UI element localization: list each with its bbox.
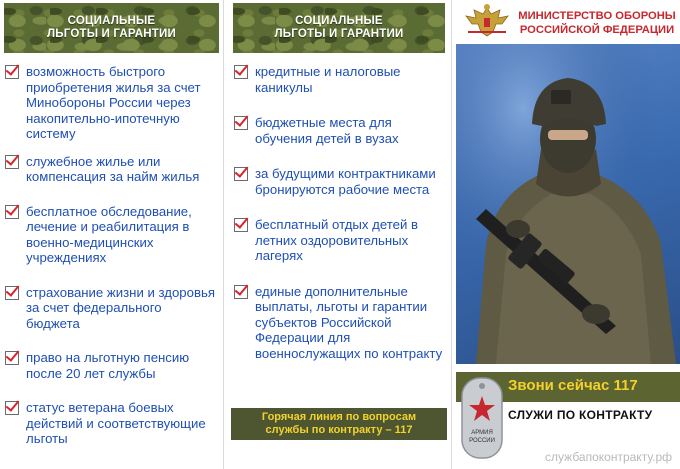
list-item — [233, 166, 447, 197]
item-text: кредитные и налоговые каникулы — [255, 64, 401, 95]
list-item — [4, 350, 219, 381]
header-line-1: СОЦИАЛЬНЫЕ — [295, 15, 383, 27]
checkbox-checked-icon — [5, 351, 19, 365]
item-text: за будущими контрактниками бронируются рабочие места — [255, 166, 436, 197]
benefits-list-2 — [233, 64, 447, 381]
item-text: единые дополнительные выплаты, льготы и гарантии субъектов Российской Федерации для военнослужащих по контракту — [255, 283, 443, 361]
item-text: бесплатный отдых детей в летних оздоровительных лагерях — [255, 217, 418, 263]
list-item — [4, 285, 219, 332]
hotline-line-2: службы по контракту – 117 — [265, 424, 413, 436]
benefits-list-1 — [4, 64, 219, 466]
checkbox-checked-icon — [5, 155, 19, 169]
item-text: возможность быстрого приобретения жилья за счет Минобороны России через накопительно-ипотечную систему — [26, 64, 201, 141]
checkbox-checked-icon — [234, 167, 248, 181]
item-text: статус ветерана боевых действий и соответствующие льготы — [26, 400, 206, 446]
list-item — [4, 64, 219, 142]
list-item — [233, 284, 447, 362]
checkbox-checked-icon — [234, 65, 248, 79]
list-item — [4, 204, 219, 266]
hotline-line-1: Горячая линия по вопросам — [261, 411, 417, 423]
cover-panel — [456, 0, 680, 469]
serve-contract-text: СЛУЖИ ПО КОНТРАКТУ — [508, 408, 653, 422]
double-headed-eagle-icon — [462, 2, 512, 42]
item-text: страхование жизни и здоровья за счет федерального бюджета — [26, 284, 215, 331]
ministry-header — [456, 0, 680, 44]
checkbox-checked-icon — [5, 205, 19, 219]
header-line-1: СОЦИАЛЬНЫЕ — [67, 15, 156, 27]
item-text: служебное жилье или компенсация за найм жилья — [26, 153, 200, 184]
army-dog-tag-icon — [458, 374, 506, 462]
column-2-header — [233, 3, 445, 53]
list-item — [4, 154, 219, 185]
tag-text-russia: РОССИИ — [469, 438, 495, 444]
website-url[interactable]: службапоконтракту.рф — [545, 450, 672, 464]
checkbox-checked-icon — [5, 401, 19, 415]
soldier-illustration — [456, 44, 680, 364]
header-line-2: ЛЬГОТЫ И ГАРАНТИИ — [47, 28, 176, 40]
checkbox-checked-icon — [234, 218, 248, 232]
call-now-text: Звони сейчас 117 — [508, 377, 638, 394]
benefits-column-1 — [0, 0, 224, 469]
hotline-banner — [231, 408, 447, 440]
checkbox-checked-icon — [5, 65, 19, 79]
checkbox-checked-icon — [234, 285, 248, 299]
checkbox-checked-icon — [5, 286, 19, 300]
item-text: право на льготную пенсию после 20 лет службы — [26, 350, 190, 381]
checkbox-checked-icon — [234, 116, 248, 130]
benefits-column-2 — [229, 0, 452, 469]
list-item — [4, 400, 219, 447]
header-line-2: ЛЬГОТЫ И ГАРАНТИИ — [274, 28, 404, 40]
list-item — [233, 64, 447, 95]
soldier-photo — [456, 44, 680, 364]
column-1-header — [4, 3, 219, 53]
list-item — [233, 217, 447, 264]
list-item — [233, 115, 447, 146]
item-text: бюджетные места для обучения детей в вузах — [255, 115, 399, 146]
tag-text-army: АРМИЯ — [471, 430, 493, 436]
ministry-line-1: МИНИСТЕРСТВО ОБОРОНЫ — [518, 10, 676, 22]
ministry-title — [514, 9, 680, 37]
ministry-line-2: РОССИЙСКОЙ ФЕДЕРАЦИИ — [519, 24, 675, 36]
item-text: бесплатное обследование, лечение и реабилитация в военно-медицинских учреждениях — [26, 203, 192, 265]
